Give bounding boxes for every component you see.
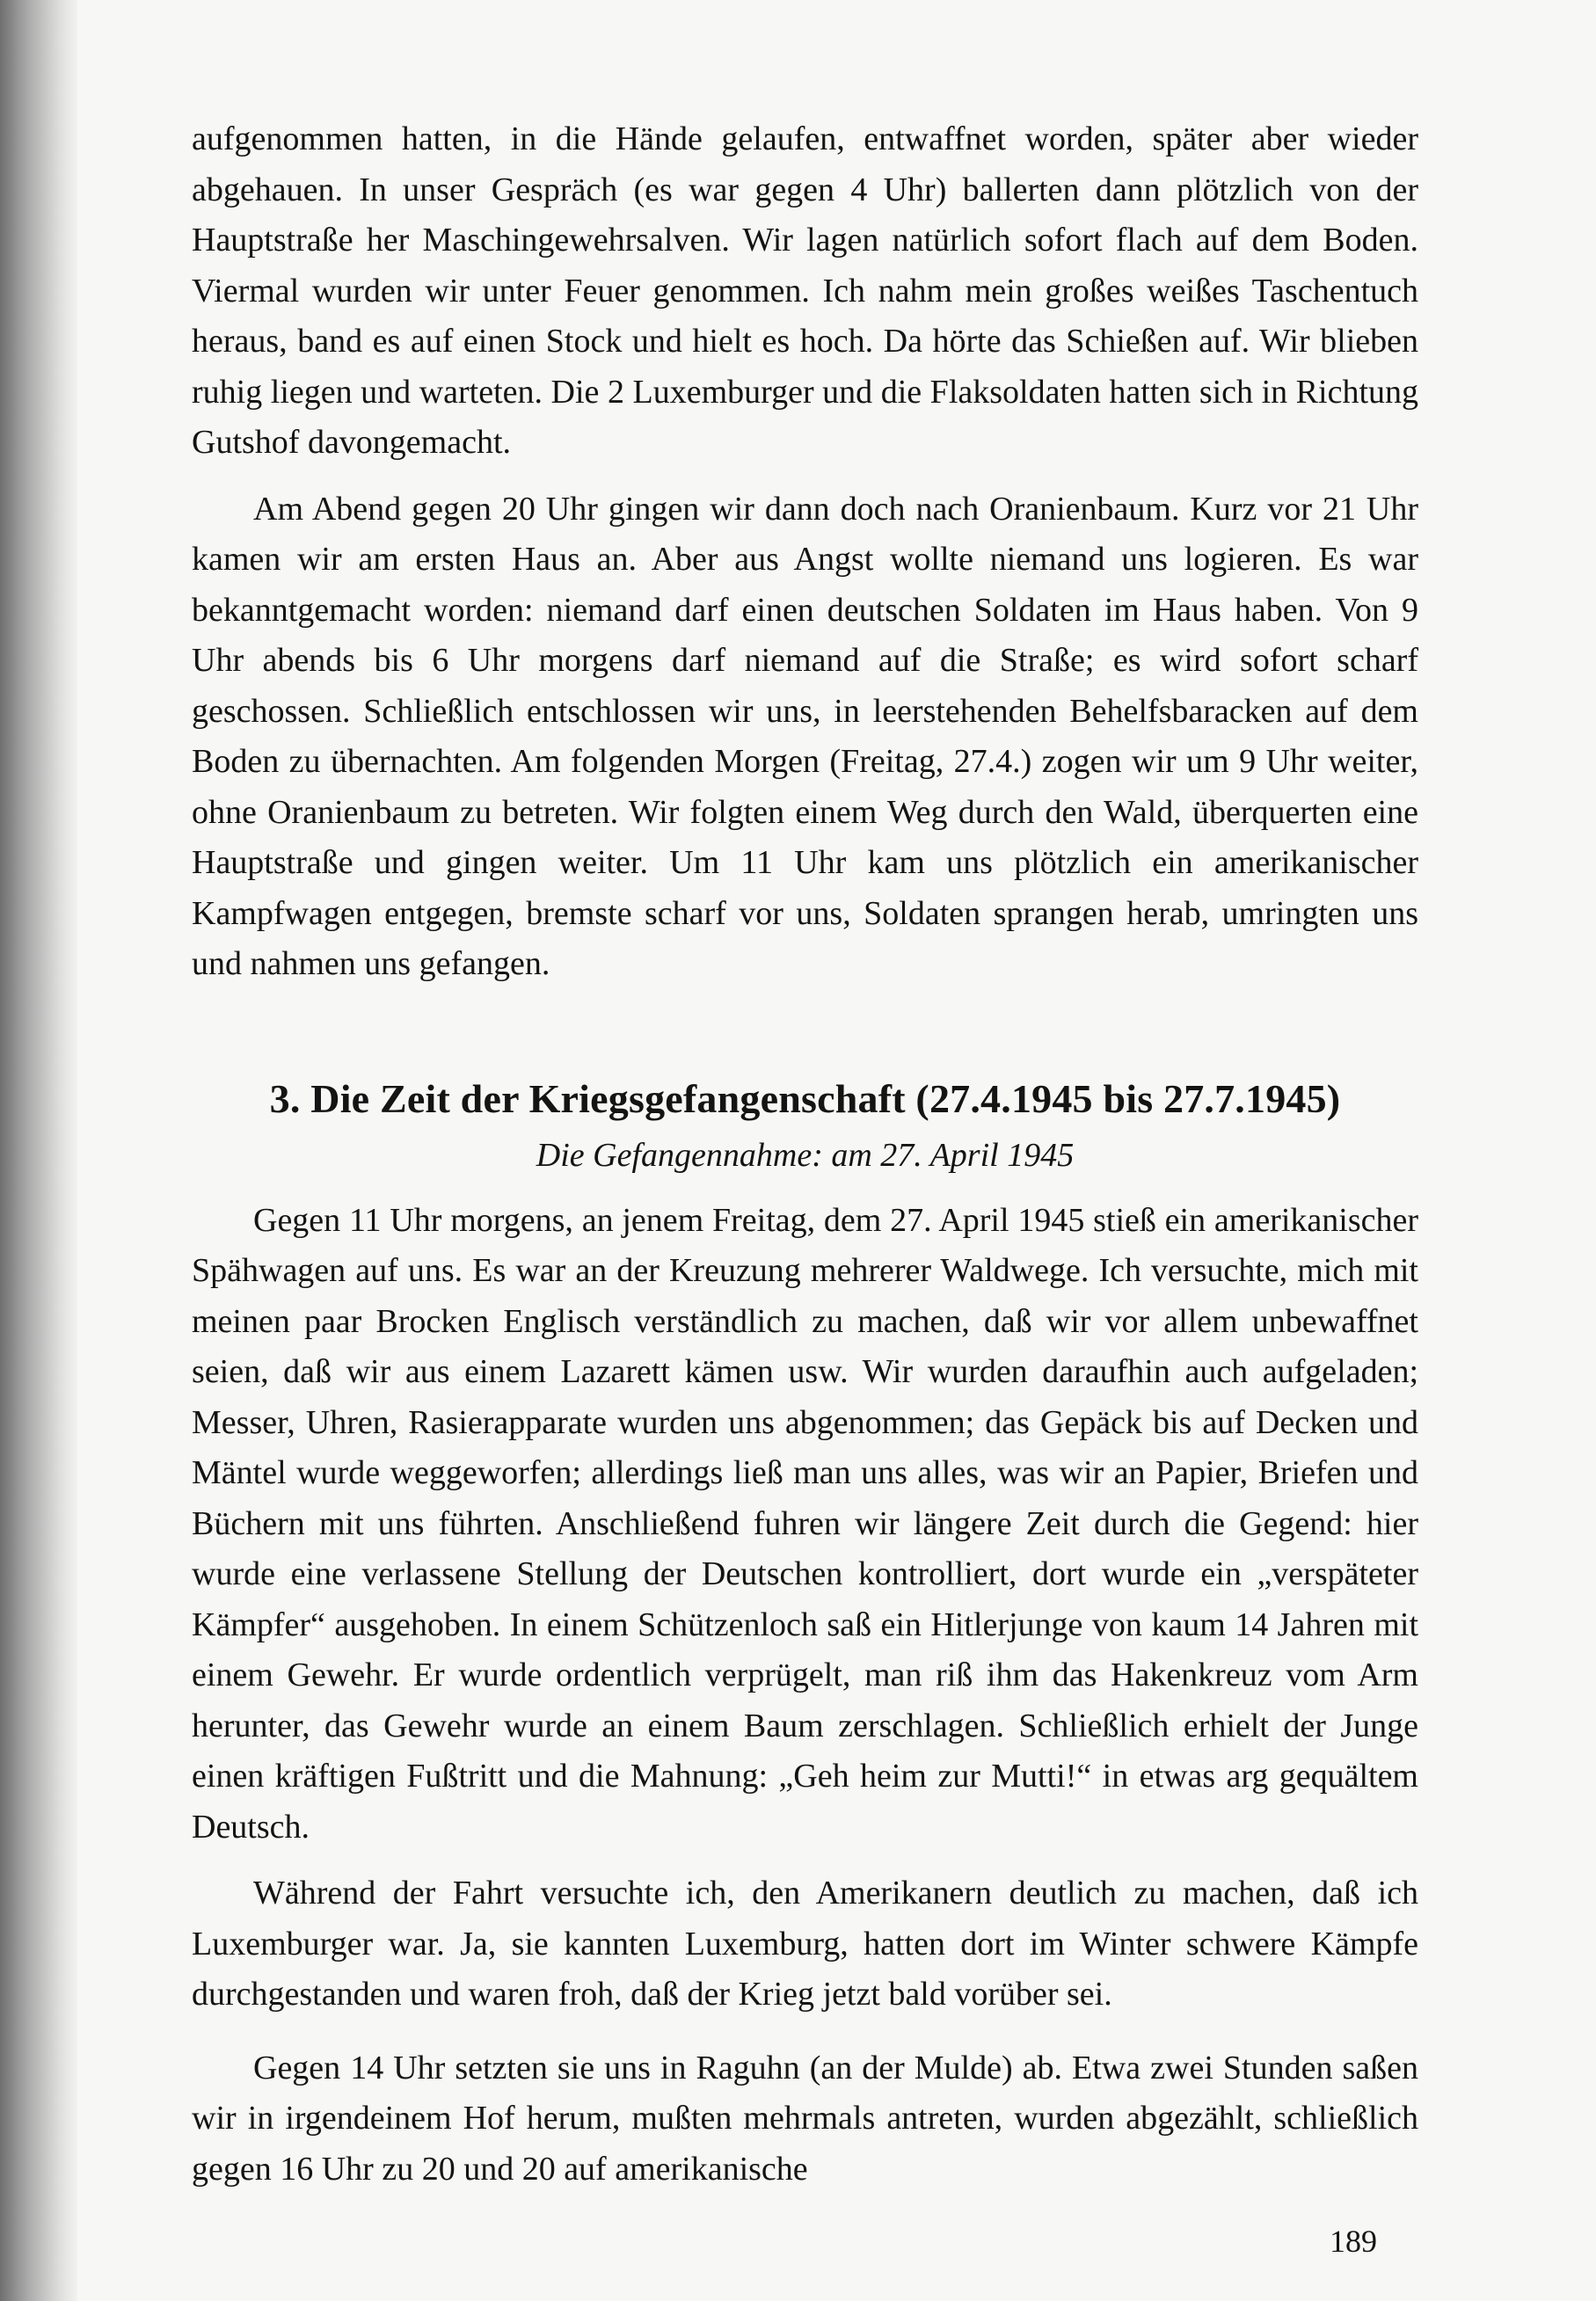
page-number: 189 — [1330, 2224, 1377, 2259]
paragraph-drive: Während der Fahrt versuchte ich, den Amerikanern deutlich zu machen, daß ich Luxemburger war. Ja, sie kannten Luxemburg, hatten dort im Winter schwere Kämpfe durchgestanden und waren froh, daß der Krieg jetzt bald vorüber sei. — [192, 1875, 1418, 2013]
page-gutter-shadow — [0, 0, 77, 2301]
paragraph-raguhn: Gegen 14 Uhr setzten sie uns in Raguhn (an der Mulde) ab. Etwa zwei Stunden saßen wir in irgendeinem Hof herum, mußten mehrmals antreten, wurden abgezählt, schließlich gegen 16 Uhr zu 20 und 20 auf amerikanische — [192, 2049, 1418, 2188]
page-text-block — [192, 114, 1418, 2195]
paragraph-oranienbaum: Am Abend gegen 20 Uhr gingen wir dann doch nach Oranienbaum. Kurz vor 21 Uhr kamen wir am ersten Haus an. Aber aus Angst wollte niemand uns logieren. Es war bekanntgemacht worden: niemand darf einen deutschen Soldaten im Haus haben. Von 9 Uhr abends bis 6 Uhr morgens darf niemand auf die Straße; es wird sofort scharf geschossen. Schließlich entschlossen wir uns, in leerstehenden Behelfsbaracken auf dem Boden zu übernachten. Am folgenden Morgen (Freitag, 27.4.) zogen wir um 9 Uhr weiter, ohne Oranienbaum zu betreten. Wir folgten einem Weg durch den Wald, überquerten eine Hauptstraße und gingen weiter. Um 11 Uhr kam uns plötzlich ein amerikanischer Kampfwagen entgegen, bremste scharf vor uns, Soldaten sprangen herab, umringten uns und nahmen uns gefangen. — [192, 490, 1418, 982]
paragraph-continued: aufgenommen hatten, in die Hände gelaufen, entwaffnet worden, später aber wieder abgehauen. In unser Gespräch (es war gegen 4 Uhr) ballerten dann plötzlich von der Hauptstraße her Maschingewehrsalven. Wir lagen natürlich sofort flach auf dem Boden. Viermal wurden wir unter Feuer genommen. Ich nahm mein großes weißes Taschentuch heraus, band es auf einen Stock und hielt es hoch. Da hörte das Schießen auf. Wir blieben ruhig liegen und warteten. Die 2 Luxemburger und die Flaksoldaten hatten sich in Richtung Gutshof davongemacht. — [192, 120, 1418, 461]
section-subheading: Die Gefangennahme: am 27. April 1945 — [536, 1136, 1075, 1174]
paragraph-capture: Gegen 11 Uhr morgens, an jenem Freitag, dem 27. April 1945 stieß ein amerikanischer Spähwagen auf uns. Es war an der Kreuzung mehrerer Waldwege. Ich versuchte, mich mit meinen paar Brocken Englisch verständlich zu machen, daß wir vor allem unbewaffnet seien, daß wir aus einem Lazarett kämen usw. Wir wurden daraufhin auch aufgeladen; Messer, Uhren, Rasierapparate wurden uns abgenommen; das Gepäck bis auf Decken und Mäntel wurde weggeworfen; allerdings ließ man uns alles, was wir an Papier, Briefen und Büchern mit uns führten. Anschließend fuhren wir längere Zeit durch die Gegend: hier wurde eine verlassene Stellung der Deutschen kontrolliert, dort wurde ein „verspäteter Kämpfer“ ausgehoben. In einem Schützenloch saß ein Hitlerjunge von kaum 14 Jahren mit einem Gewehr. Er wurde ordentlich verprügelt, man riß ihm das Hakenkreuz vom Arm herunter, das Gewehr wurde an einem Baum zerschlagen. Schließlich erhielt der Junge einen kräftigen Fußtritt und die Mahnung: „Geh heim zur Mutti!“ in etwas arg gequältem Deutsch. — [192, 1201, 1418, 1846]
section-heading: 3. Die Zeit der Kriegsgefangenschaft (27.4.1945 bis 27.7.1945) — [269, 1075, 1341, 1121]
